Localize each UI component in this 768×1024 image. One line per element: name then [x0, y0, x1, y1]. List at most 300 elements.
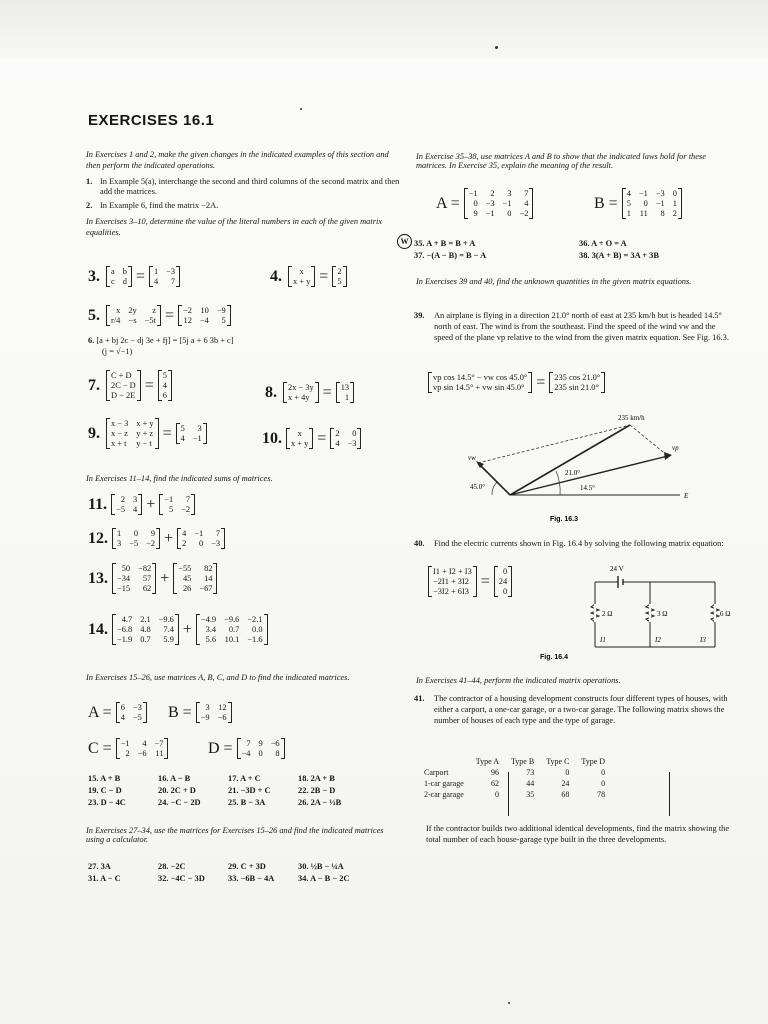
angle-arc [492, 482, 497, 495]
matrix-cell: 2x − 3y [288, 383, 314, 392]
matrix-cell: −3 [211, 539, 221, 548]
matrix-cell: 1 [626, 209, 631, 218]
matrix-cell: 5.6 [205, 635, 217, 644]
matrix-cell: 0.7 [140, 635, 151, 644]
matrix-cell: 2C − D [111, 381, 136, 390]
matrix-cell: x + t [111, 439, 127, 448]
matrix-cell: 0 [198, 539, 204, 548]
matrix-cell: x + y [136, 419, 154, 428]
exercise-item: 23. D − 4C [88, 798, 126, 807]
matrix-cell: −1 [120, 739, 130, 748]
exercise-3 [88, 266, 180, 287]
matrix-cell: 5 [162, 371, 167, 380]
equals-sign: = [135, 267, 145, 285]
matrix-cell: r/4 [111, 316, 121, 325]
matrix-cell: d [122, 277, 127, 286]
matrix-cell: 4 [120, 713, 125, 722]
matrix-cell: 0.7 [228, 625, 240, 634]
matrix-cell: 4 [180, 434, 185, 443]
matrix-cell: 57 [142, 574, 152, 583]
matrix-cell: 0 [258, 749, 263, 758]
matrix-cell: c [111, 277, 115, 286]
instructions-27-34: In Exercises 27–34, use the matrices for Exercises 15–26 and find the indicated matrices using a calculator. [86, 826, 384, 844]
matrix-cell: b [122, 267, 127, 276]
exercise-number: 9. [88, 424, 100, 442]
exercise-2 [86, 201, 401, 212]
matrix-cell: y − t [136, 439, 152, 448]
equals-sign: = [162, 424, 172, 442]
matrix [288, 266, 315, 287]
exercise-item: 26. 2A − ⅓B [298, 798, 342, 807]
matrix-label: D = [208, 739, 233, 757]
matrix-cell: x [299, 267, 304, 276]
table-cell: 68 [561, 790, 570, 799]
exercise-39 [414, 311, 732, 343]
table-corner-cell [424, 756, 470, 767]
matrix-cell: −2I1 + 3I2 [433, 577, 469, 586]
matrix-cell: −5t [144, 316, 156, 325]
exercise-1 [86, 177, 401, 199]
instructions-1-2: In Exercises 1 and 2, make the given changes in the indicated examples of this section and then perform the indicated operations. [86, 150, 389, 170]
exercise-text: [a + bj 2c − dj 3e + fj] = [5j a + 6 3b + c] [96, 336, 234, 345]
equals-sign: = [144, 376, 154, 394]
matrix-cell: −3I2 + 6I3 [433, 587, 469, 596]
matrix-cell: 0 [672, 189, 677, 198]
matrix [106, 305, 161, 326]
exercise-number: 5. [88, 306, 100, 324]
matrix-cell: 4 [626, 189, 631, 198]
matrix [237, 738, 285, 759]
matrix-cell: 5 [180, 424, 185, 433]
exercise-item: 20. 2C + D [158, 786, 196, 795]
matrix-cell: 0 [352, 429, 357, 438]
matrix-cell: 5 [626, 199, 631, 208]
exercise-number: 6. [88, 336, 95, 345]
matrix-cell: −4.9 [200, 615, 217, 624]
wind-vector-label: vw [468, 454, 476, 462]
exercise-8 [265, 382, 354, 403]
table-matrix-brackets [508, 772, 670, 816]
left-column [86, 150, 401, 243]
matrix-cell: 6 [162, 391, 167, 400]
exercise-item: 18. 2A + B [298, 774, 335, 783]
exercise-7 [88, 370, 172, 401]
matrix-cell: −2 [519, 209, 529, 218]
matrix-cell: 7.4 [163, 625, 174, 634]
exercise-item: 36. A + O = A [579, 239, 627, 248]
matrix [159, 494, 195, 515]
matrix-cell: −2 [182, 306, 192, 315]
matrix-cell: 11 [155, 749, 164, 758]
exercise-item: 21. −3D + C [228, 786, 271, 795]
matrix [116, 702, 147, 723]
matrix-cell: −67 [199, 584, 213, 593]
exercise-number: 3. [88, 267, 100, 285]
figure-caption: Fig. 16.3 [550, 516, 579, 523]
matrix [112, 614, 179, 645]
exercise-number: 2. [86, 201, 93, 210]
exercise-number: 13. [88, 569, 108, 587]
exercise-number: 11. [88, 495, 108, 513]
matrix-cell: −4 [241, 749, 251, 758]
speed-label: 235 km/h [618, 414, 645, 422]
matrix-cell: −6 [217, 713, 227, 722]
matrix-cell: 235 sin 21.0° [554, 383, 599, 392]
matrix-cell: 9 [473, 209, 478, 218]
exercise-number: 8. [265, 383, 277, 401]
matrix-label: A = [436, 194, 460, 212]
exercise-item: 24. −C − 2D [158, 798, 201, 807]
matrix-cell: −34 [117, 574, 131, 583]
exercise-item: 32. −4C − 3D [158, 874, 205, 883]
matrix [196, 614, 268, 645]
matrix-cell: 0 [473, 199, 478, 208]
exercise-41-followup: If the contractor builds two additional identical developments, find the matrix showing the total number of each house-garage type built in the three developments. [426, 824, 730, 844]
resistor-label: 6 Ω [720, 610, 731, 618]
exercise-39-equation [428, 372, 605, 393]
exercise-item: 27. 3A [88, 862, 111, 871]
matrix-cell: 0 [507, 209, 512, 218]
matrix [106, 418, 159, 449]
matrix-cell: 7 [246, 739, 251, 748]
matrix-cell: 3 [197, 424, 202, 433]
matrix-b-definition [168, 702, 232, 723]
exercise-number: 41. [414, 694, 425, 703]
table-cell: 24 [561, 779, 570, 788]
matrix-cell: −7 [154, 739, 164, 748]
matrix-cell: 5 [169, 505, 174, 514]
matrix-cell: 6 [120, 703, 125, 712]
matrix-cell: C + D [111, 371, 132, 380]
matrix-cell: 4 [162, 381, 167, 390]
matrix-cell: −1 [655, 199, 665, 208]
matrix-cell: z [152, 306, 156, 315]
angle-label: 45.0° [470, 483, 486, 491]
matrix [149, 266, 180, 287]
right-matrix-b [594, 188, 682, 219]
row-label: 2-car garage [424, 790, 464, 799]
matrix-cell: x − z [111, 429, 128, 438]
east-label: E [684, 492, 689, 500]
matrix-cell: −82 [138, 564, 152, 573]
matrix-cell: −1 [485, 209, 495, 218]
exercise-40 [414, 539, 732, 550]
equals-sign: = [164, 306, 174, 324]
matrix-cell: −5 [129, 539, 139, 548]
row-label: 1-car garage [424, 779, 464, 788]
matrix [622, 188, 682, 219]
matrix-cell: vp sin 14.5° + vw sin 45.0° [433, 383, 525, 392]
matrix-cell: x − 3 [111, 419, 129, 428]
matrix-cell: 4.7 [121, 615, 133, 624]
exercises-27-34-list [88, 862, 368, 883]
matrix-cell: −2 [146, 539, 156, 548]
matrix-label: B = [594, 194, 618, 212]
matrix-cell: −1 [502, 199, 512, 208]
exercise-text: The contractor of a housing development constructs four different types of houses, with either a carport, a one-car garage, or a two-car garage. The following matrix shows the number of houses of each type and the type of garage. [434, 694, 728, 725]
matrix-cell: 4 [335, 439, 340, 448]
matrix-cell: 2 [672, 209, 677, 218]
matrix-cell: 3 [507, 189, 512, 198]
exercise-item: 29. C + 3D [228, 862, 266, 871]
matrix-cell: x + y [293, 277, 311, 286]
matrix-cell: a [111, 267, 115, 276]
exercise-40-equation [428, 566, 512, 597]
matrix [196, 702, 232, 723]
exercise-number: 4. [270, 267, 282, 285]
matrix [464, 188, 534, 219]
current-label: I1 [600, 636, 606, 644]
matrix-cell: −3 [347, 439, 357, 448]
exercise-number: 40. [414, 539, 425, 548]
matrix-cell: 10 [200, 306, 209, 315]
instructions-11-14: In Exercises 11–14, find the indicated sums of matrices. [86, 474, 273, 483]
voltage-label: 24 V [610, 565, 624, 573]
matrix [106, 266, 132, 287]
resistor-label: 2 Ω [602, 610, 613, 618]
equals-sign: = [319, 267, 329, 285]
matrix-cell: 9 [258, 739, 263, 748]
matrix-cell: −4 [199, 316, 209, 325]
matrix-cell: 7 [524, 189, 529, 198]
matrix-cell: −1 [164, 495, 174, 504]
exercise-12 [88, 528, 225, 549]
equals-sign: = [480, 572, 490, 590]
right-matrix-a [436, 188, 533, 219]
equals-sign: = [536, 373, 546, 391]
matrix-cell: −2 [181, 505, 191, 514]
resultant-vector [510, 425, 630, 495]
figure-16-4-circuit-diagram [540, 562, 731, 662]
exercise-number: 7. [88, 376, 100, 394]
matrix-cell: 1 [672, 199, 677, 208]
matrix [330, 428, 361, 449]
matrix-cell: D − 2E [111, 391, 136, 400]
matrix-cell: −9.6 [158, 615, 174, 624]
exercise-note: (j = √−1) [102, 346, 133, 356]
matrix-cell: 235 cos 21.0° [554, 373, 601, 382]
matrix-cell: −6 [137, 749, 147, 758]
matrix-cell: x + y [291, 439, 309, 448]
plus-sign: + [182, 620, 192, 638]
exercises-15-26-list [88, 774, 368, 807]
exercise-13 [88, 563, 217, 594]
matrix-cell: 10.1 [224, 635, 240, 644]
matrix-cell: 0.0 [252, 625, 263, 634]
matrix-cell: x [297, 429, 302, 438]
matrix-cell: −1 [638, 189, 648, 198]
matrix-cell: 2 [337, 267, 342, 276]
resistor-gap [594, 604, 596, 622]
exercise-number: 1. [86, 176, 93, 186]
matrix-cell: 2y [128, 306, 137, 315]
matrix-cell: 2 [125, 749, 130, 758]
matrix-cell: −5 [132, 713, 142, 722]
matrix [176, 423, 207, 444]
matrix-cell: −9.6 [224, 615, 240, 624]
equals-sign: = [317, 429, 327, 447]
table-cell: 0 [565, 768, 570, 777]
matrix-cell: 4.8 [140, 625, 151, 634]
scan-speck [495, 46, 498, 49]
matrix-cell: −1.6 [247, 635, 263, 644]
table-cell: 44 [526, 779, 535, 788]
matrix-cell: 4 [153, 277, 159, 286]
matrix-cell: 2 [490, 189, 495, 198]
matrix [178, 305, 231, 326]
matrix [332, 266, 346, 287]
scan-speck [300, 108, 302, 110]
exercise-item: 38. 3(A + B) = 3A + 3B [579, 251, 659, 260]
matrix-cell: 50 [121, 564, 131, 573]
matrix-cell: 2 [335, 429, 340, 438]
matrix [494, 566, 512, 597]
matrix-cell: 8 [660, 209, 665, 218]
exercise-6 [88, 336, 234, 358]
matrix-cell: 8 [275, 749, 280, 758]
matrix-cell: −3 [485, 199, 495, 208]
table-cell: 96 [490, 768, 499, 777]
matrix-cell: 0 [502, 587, 508, 596]
matrix-cell: 45 [182, 574, 192, 583]
matrix-cell: 5 [221, 316, 226, 325]
matrix [111, 494, 142, 515]
matrix [286, 428, 313, 449]
matrix-cell: 24 [498, 577, 508, 586]
exercise-5 [88, 305, 231, 326]
exercise-text: In Example 6, find the matrix −2A. [100, 201, 219, 210]
matrix [112, 528, 160, 549]
matrix [177, 528, 225, 549]
matrix-cell: −9 [200, 713, 210, 722]
matrix-cell: x + 4y [288, 393, 310, 402]
exercise-number: 10. [262, 429, 282, 447]
exercise-item: 37. −(A − B) = B − A [414, 251, 487, 260]
exercise-item: 31. A − C [88, 874, 121, 883]
matrix-cell: 11 [639, 209, 648, 218]
exercise-number: 14. [88, 620, 108, 638]
column-header: Type C [546, 757, 570, 766]
exercise-41 [414, 694, 732, 726]
matrix-cell: 2 [182, 539, 187, 548]
exercise-number: 12. [88, 529, 108, 547]
current-label: I3 [700, 636, 706, 644]
matrix-cell: 13 [340, 383, 350, 392]
plane-vector-label: vp [672, 444, 679, 452]
exercise-number: 39. [414, 311, 425, 320]
exercise-item: 19. C − D [88, 786, 122, 795]
matrix-cell: −1 [192, 434, 202, 443]
matrix-cell: −55 [178, 564, 192, 573]
matrix-cell: 4 [142, 739, 147, 748]
table-cell: 0 [601, 768, 606, 777]
matrix-cell: x [116, 306, 121, 315]
exercise-item: 30. ½B − ¼A [298, 862, 344, 871]
matrix-cell: 0 [502, 567, 508, 576]
instructions-39-40: In Exercises 39 and 40, find the unknown quantities in the given matrix equations. [416, 277, 692, 286]
exercise-item: 34. A − B − 2C [298, 874, 350, 883]
column-header: Type A [475, 757, 499, 766]
exercise-11 [88, 494, 195, 515]
exercise-item: 35. A + B = B + A [414, 239, 476, 248]
matrix-d-definition [208, 738, 285, 759]
exercise-item: 22. 2B − D [298, 786, 336, 795]
table-cell: 73 [526, 768, 535, 777]
exercise-item: 16. A − B [158, 774, 191, 783]
matrix-cell: −5 [116, 505, 126, 514]
matrix-cell: −6.8 [117, 625, 133, 634]
matrix [336, 382, 354, 403]
matrix-cell: y + z [136, 429, 154, 438]
plus-sign: + [160, 569, 170, 587]
exercise-4 [270, 266, 347, 287]
exercise-text: Find the electric currents shown in Fig. 16.4 by solving the following matrix equation: [434, 539, 724, 548]
matrix-cell: 7 [185, 495, 191, 504]
figure-16-3-vector-diagram [440, 410, 700, 525]
matrix [549, 372, 605, 393]
resistor-label: 3 Ω [657, 610, 668, 618]
exercise-text: An airplane is flying in a direction 21.0° north of east at 235 km/h but is headed 14.5° north of east. The wind is from the southeast. Find the speed of the wind vw and the speed of the plane vp relative to the wind from the given matrix equation. See Fig. 16.3. [434, 311, 729, 342]
dashed-construction-line [478, 425, 630, 463]
matrix-cell: −3 [132, 703, 142, 712]
exercises-35-38-list [414, 239, 729, 260]
figure-caption: Fig. 16.4 [540, 654, 569, 661]
equals-sign: = [322, 383, 332, 401]
matrix-cell: 4 [133, 505, 138, 514]
current-label: I2 [655, 636, 661, 644]
matrix-cell: 1 [153, 267, 159, 276]
instructions-3-10: In Exercises 3–10, determine the value of the literal numbers in each of the given matrix equalities. [86, 216, 382, 237]
matrix-cell: vp cos 14.5° − vw cos 45.0° [433, 373, 528, 382]
matrix [283, 382, 319, 403]
scan-shadow [0, 0, 768, 58]
matrix-cell: −3 [655, 189, 665, 198]
matrix [173, 563, 217, 594]
resistor-gap [714, 604, 716, 622]
plus-sign: + [164, 529, 174, 547]
matrix-cell: −s [128, 316, 137, 325]
resistor-gap [649, 604, 651, 622]
exercise-item: 25. B − 3A [228, 798, 266, 807]
matrix-cell: 5 [337, 277, 342, 286]
matrix-cell: 0 [133, 529, 139, 538]
matrix-label: C = [88, 739, 112, 757]
web-exercise-badge: W [397, 234, 412, 249]
exercise-14 [88, 614, 268, 645]
matrix [428, 372, 532, 393]
matrix-cell: 9 [150, 529, 156, 538]
matrix-cell: −1 [194, 529, 204, 538]
matrix-cell: I1 + I2 + I3 [433, 567, 472, 576]
column-header: Type B [510, 757, 535, 766]
matrix-cell: 1 [344, 393, 350, 402]
matrix-cell: 12 [218, 703, 227, 712]
table-header-row [424, 756, 611, 767]
matrix-cell: 0 [643, 199, 648, 208]
matrix-cell: −9 [216, 306, 226, 315]
exercise-item: 28. −2C [158, 862, 186, 871]
instructions-35-38: In Exercise 35–38, use matrices A and B to show that the indicated laws hold for these matrices. In Exercise 35, explain the meaning of the result. [416, 152, 706, 170]
exercise-text: In Example 5(a), interchange the second and third columns of the second matrix and then add the matrices. [100, 176, 400, 197]
matrix-cell: −1.9 [117, 635, 133, 644]
matrix-cell: 14 [204, 574, 213, 583]
column-header: Type D [581, 757, 606, 766]
matrix-cell: 82 [204, 564, 213, 573]
angle-label: 21.0° [565, 469, 581, 477]
matrix-a-definition [88, 702, 147, 723]
angle-label: 14.5° [580, 484, 596, 492]
matrix-c-definition [88, 738, 168, 759]
